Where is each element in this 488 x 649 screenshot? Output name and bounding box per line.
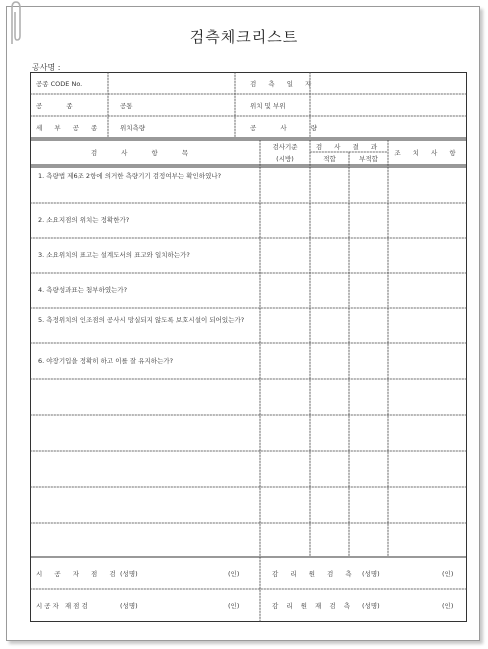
items-header: 검 사 항 목 (90, 149, 200, 157)
standard-sub-header: (시방) (276, 155, 294, 163)
contractor-name-label: (성명) (120, 569, 138, 578)
detail-work-value: 위치측량 (120, 123, 146, 132)
inspection-date-label: 검 측 일 자 (250, 79, 317, 88)
supervisor-name-label: (성명) (362, 569, 380, 578)
site-name-label: 공사명 : (32, 63, 61, 72)
checklist-table (30, 72, 467, 622)
work-type-label: 공 종 (36, 101, 84, 110)
checklist-item: 3. 소요위치의 표고는 설계도서의 표고와 일치하는가? (38, 251, 190, 259)
checklist-item: 1. 측량법 제6조 2항에 의거한 측량기기 검정여부는 확인하였나? (38, 172, 222, 180)
supervisor-recheck-seal-label: (인) (442, 602, 454, 610)
fail-header: 부적합 (359, 155, 378, 163)
location-label: 위치 및 부위 (250, 101, 286, 110)
checklist-item: 2. 소요지점의 위치는 정확한가? (38, 216, 130, 224)
contractor-recheck-name-label: (성명) (120, 602, 138, 610)
standard-header: 검사기준 (272, 143, 298, 151)
supervisor-seal-label: (인) (442, 569, 454, 578)
supervisor-check-label: 감 리 원 검 측 (272, 569, 357, 578)
result-header: 검 사 결 과 (315, 142, 383, 151)
work-type-value: 공통 (120, 101, 133, 110)
checklist-item: 4. 측량성과표는 첨부하였는가? (38, 286, 128, 294)
checklist-item: 5. 측정위치의 인조점의 공사시 망실되지 않도록 보호시설이 되어있는가? (38, 316, 245, 324)
pass-header: 적합 (323, 155, 336, 163)
work-quantity-label: 공 사 량 (250, 123, 328, 132)
contractor-seal-label: (인) (228, 569, 240, 578)
detail-work-label: 세 부 공 종 (36, 123, 103, 132)
work-code-label: 공종 CODE No. (36, 79, 83, 88)
supervisor-recheck-label: 감 리 원 재 검 측 (272, 602, 354, 610)
contractor-recheck-label: 시공자 재점검 (36, 602, 90, 610)
contractor-recheck-seal-label: (인) (228, 602, 240, 610)
supervisor-recheck-name-label: (성명) (362, 602, 380, 610)
page-title: 검측체크리스트 (189, 28, 299, 46)
checklist-item: 6. 야장기입을 정확히 하고 이를 잘 유지하는가? (38, 357, 174, 365)
contractor-check-label: 시 공 자 점 검 (36, 569, 121, 578)
action-header: 조 치 사 항 (394, 149, 461, 157)
